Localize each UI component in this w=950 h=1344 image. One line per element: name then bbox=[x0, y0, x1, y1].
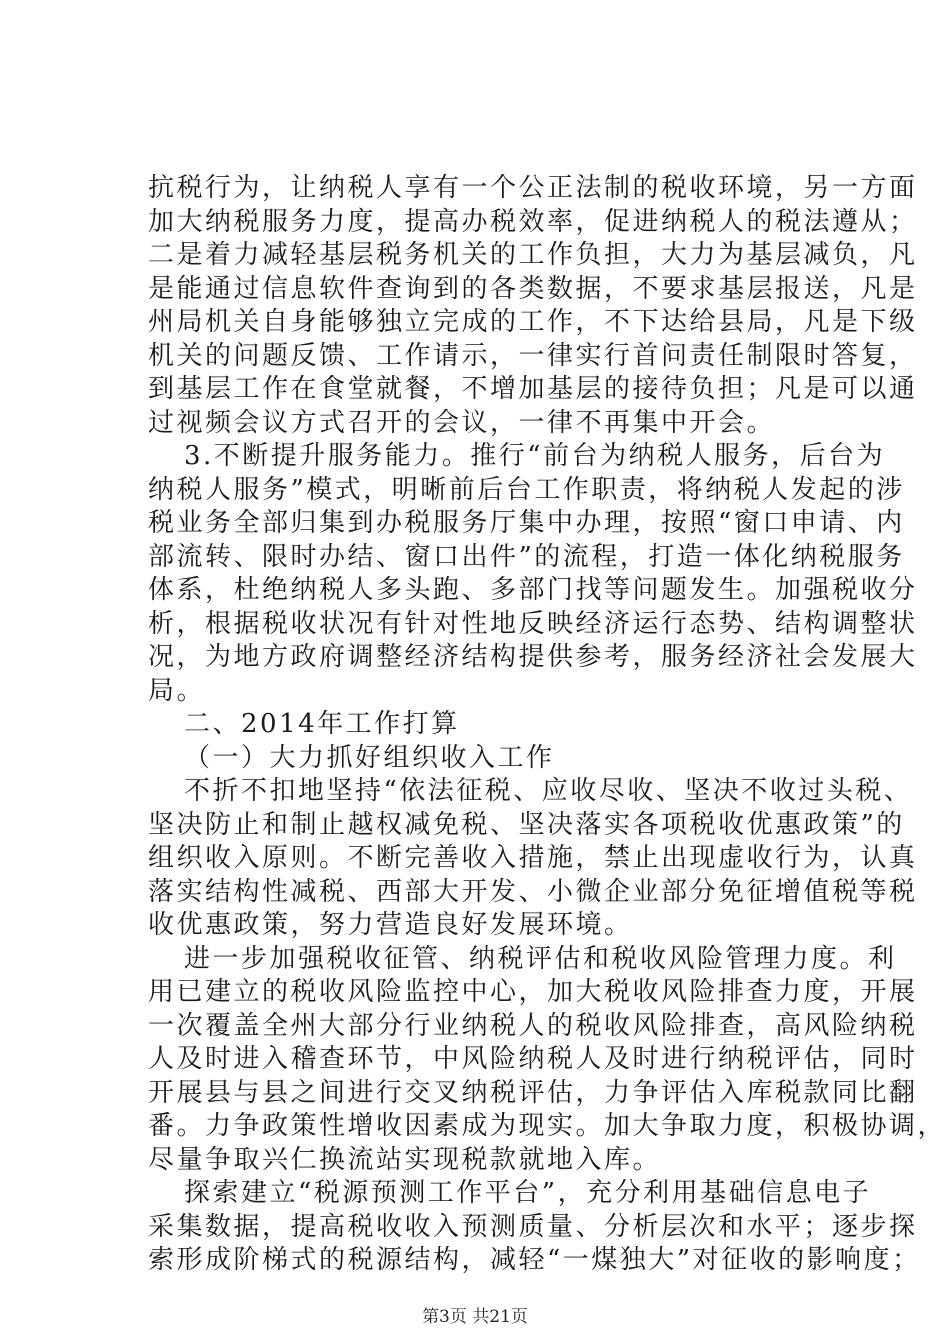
text-line: 不折不扣地坚持“依法征税、应收尽收、坚决不收过头税、 bbox=[184, 776, 913, 806]
text-line: 州局机关自身能够独立完成的工作，不下达给县局，凡是下级 bbox=[148, 307, 918, 337]
text-line: 况，为地方政府调整经济结构提供参考，服务经济社会发展大 bbox=[148, 642, 918, 672]
text-line: 加大纳税服务力度，提高办税效率，促进纳税人的税法遵从； bbox=[148, 206, 918, 237]
text-line: 是能通过信息软件查询到的各类数据，不要求基层报送，凡是 bbox=[148, 273, 918, 304]
text-line: 3.不断提升服务能力。推行“前台为纳税人服务，后台为 bbox=[184, 441, 886, 471]
text-line: 一次覆盖全州大部分行业纳税人的税收风险排查，高风险纳税 bbox=[148, 1010, 918, 1041]
text-line: 到基层工作在食堂就餐，不增加基层的接待负担；凡是可以通 bbox=[148, 374, 918, 404]
text-line: 收优惠政策，努力营造良好发展环境。 bbox=[148, 910, 633, 940]
text-line: 坚决防止和制止越权减免税、坚决落实各项税收优惠政策”的 bbox=[148, 809, 905, 840]
text-line: 局。 bbox=[148, 675, 206, 706]
text-line: 采集数据，提高税收收入预测质量、分析层次和水平；逐步探 bbox=[148, 1211, 918, 1242]
text-line: 进一步加强税收征管、纳税评估和税收风险管理力度。利 bbox=[184, 943, 897, 974]
text-line: 用已建立的税收风险监控中心，加大税收风险排查力度，开展 bbox=[148, 977, 918, 1007]
text-line: 税业务全部归集到办税服务厅集中办理，按照“窗口申请、内 bbox=[148, 508, 905, 538]
text-line: 二是着力减轻基层税务机关的工作负担，大力为基层减负，凡 bbox=[148, 240, 918, 270]
text-line: 探索建立“税源预测工作平台”，充分利用基础信息电子 bbox=[184, 1178, 872, 1208]
page-footer: 第3页 共21页 bbox=[422, 1307, 528, 1327]
document-body bbox=[148, 172, 947, 1278]
text-line: 组织收入原则。不断完善收入措施，禁止出现虚收行为，认真 bbox=[148, 843, 918, 873]
text-line: （一）大力抓好组织收入工作 bbox=[184, 742, 555, 773]
text-line: 体系，杜绝纳税人多头跑、多部门找等问题发生。加强税收分 bbox=[148, 575, 918, 605]
text-line: 番。力争政策性增收因素成为现实。加大争取力度，积极协调， bbox=[148, 1111, 947, 1141]
text-line: 析，根据税收状况有针对性地反映经济运行态势、结构调整状 bbox=[148, 608, 918, 639]
text-line: 过视频会议方式召开的会议，一律不再集中开会。 bbox=[148, 407, 776, 438]
text-line: 机关的问题反馈、工作请示，一律实行首问责任制限时答复， bbox=[148, 340, 918, 371]
text-line: 纳税人服务”模式，明晰前后台工作职责，将纳税人发起的涉 bbox=[148, 474, 905, 505]
text-line: 索形成阶梯式的税源结构，减轻“一煤独大”对征收的影响度； bbox=[148, 1245, 921, 1275]
text-line: 抗税行为，让纳税人享有一个公正法制的税收环境，另一方面 bbox=[148, 173, 918, 203]
text-line: 部流转、限时办结、窗口出件”的流程，打造一体化纳税服务 bbox=[148, 541, 905, 572]
text-line: 落实结构性减税、西部大开发、小微企业部分免征增值税等税 bbox=[148, 876, 918, 907]
text-line: 二、2014年工作打算 bbox=[184, 709, 460, 739]
text-line: 尽量争取兴仁换流站实现税款就地入库。 bbox=[148, 1144, 662, 1175]
text-line: 人及时进入稽查环节，中风险纳税人及时进行纳税评估，同时 bbox=[148, 1044, 918, 1074]
text-line: 开展县与县之间进行交叉纳税评估，力争评估入库税款同比翻 bbox=[148, 1077, 918, 1108]
